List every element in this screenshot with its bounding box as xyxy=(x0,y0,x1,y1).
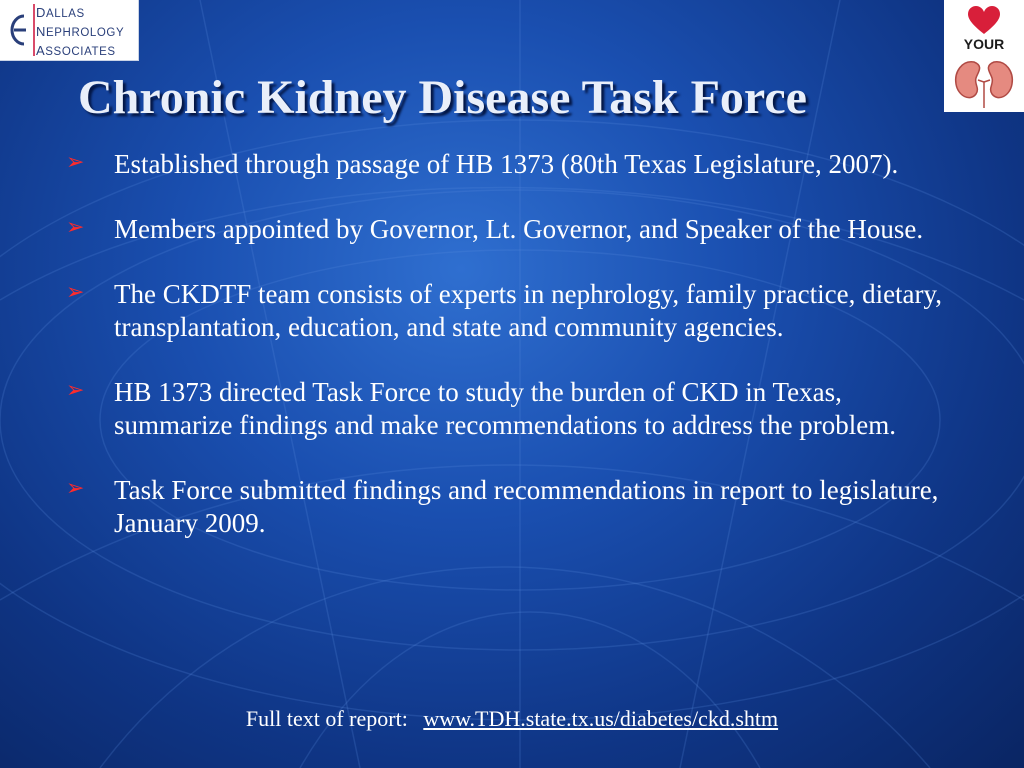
arrow-bullet-icon: ➢ xyxy=(66,476,85,501)
your-label: YOUR xyxy=(963,36,1005,52)
bullet-text: Task Force submitted findings and recommendations in report to legislature, January 2009. xyxy=(114,475,939,538)
bullet-list xyxy=(66,148,966,572)
bullet-text: Established through passage of HB 1373 (80th Texas Legislature, 2007). xyxy=(114,149,899,179)
bullet-item xyxy=(66,474,966,540)
logo-text xyxy=(36,4,124,61)
logo-mark-icon xyxy=(4,10,32,50)
bullet-text: Members appointed by Governor, Lt. Governor, and Speaker of the House. xyxy=(114,214,924,244)
kidneys-icon xyxy=(944,54,1024,110)
dallas-nephrology-logo xyxy=(0,0,139,61)
arrow-bullet-icon: ➢ xyxy=(66,378,85,403)
bullet-text: HB 1373 directed Task Force to study the burden of CKD in Texas, summarize findings and make recommendations to address the problem. xyxy=(114,377,897,440)
bullet-item xyxy=(66,278,966,344)
footer-label: Full text of report: xyxy=(245,706,408,731)
bullet-item xyxy=(66,213,966,246)
logo-line-2: NEPHROLOGY xyxy=(36,24,125,39)
arrow-bullet-icon: ➢ xyxy=(66,215,85,240)
logo-divider xyxy=(33,4,35,56)
arrow-bullet-icon: ➢ xyxy=(66,280,85,305)
logo-line-3: ASSOCIATES xyxy=(36,43,116,58)
bullet-item xyxy=(66,148,966,181)
report-footer xyxy=(0,704,1024,734)
bullet-item xyxy=(66,376,966,442)
logo-line-1: DALLAS xyxy=(36,5,85,20)
report-link[interactable]: www.TDH.state.tx.us/diabetes/ckd.shtm xyxy=(423,706,779,731)
slide-title: Chronic Kidney Disease Task Force xyxy=(78,71,807,124)
arrow-bullet-icon: ➢ xyxy=(66,150,85,175)
your-kidneys-logo xyxy=(944,0,1024,112)
bullet-text: The CKDTF team consists of experts in nephrology, family practice, dietary, transplantation, education, and state and community agencies. xyxy=(114,279,943,342)
